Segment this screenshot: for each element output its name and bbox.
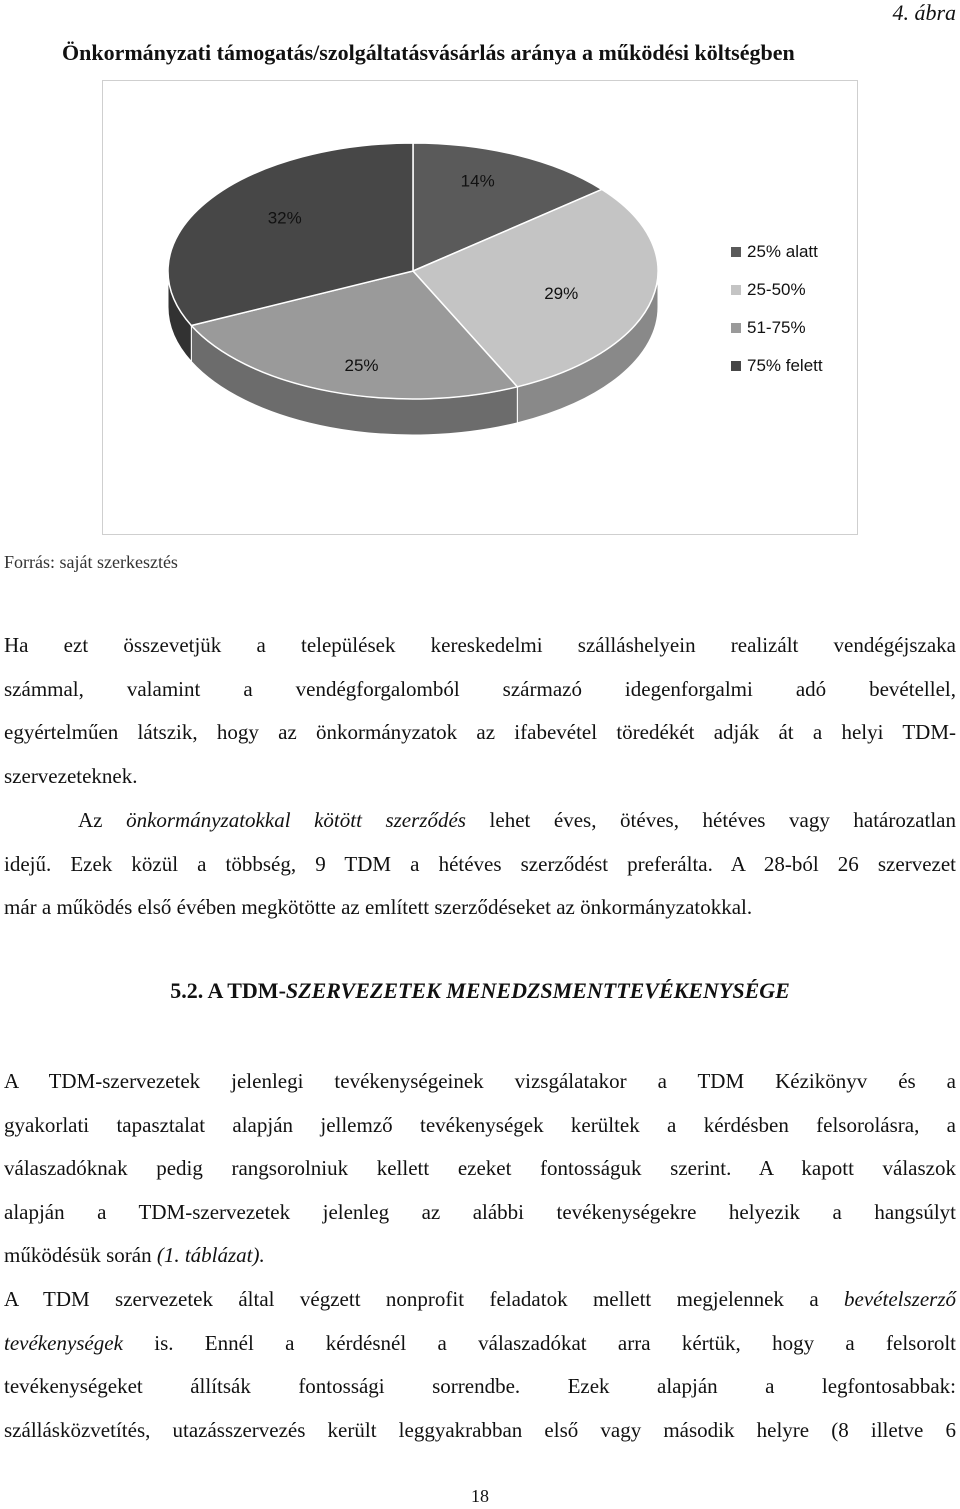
figure-source: Forrás: saját szerkesztés <box>4 552 178 572</box>
text-run: működésük során <box>4 1243 152 1267</box>
pie-chart <box>102 80 858 535</box>
text-line: már a működés első évében megkötötte az említett szerződéseket az önkormányzatokkal. <box>4 895 753 919</box>
text-line: Ha ezt összevetjük a települések kereskedelmi szálláshelyein realizált vendégéjszaka <box>4 633 956 657</box>
text-run-italic: (1. táblázat). <box>156 1243 265 1267</box>
page-number: 18 <box>471 1486 489 1506</box>
text-line <box>4 1234 956 1278</box>
text-line <box>4 799 956 843</box>
legend-label: 75% felett <box>747 356 823 375</box>
heading-title: SZERVEZETEK MENEDZSMENTTEVÉKENYSÉGE <box>285 978 790 1003</box>
section-heading <box>0 978 960 1004</box>
paragraph-4 <box>4 1278 956 1452</box>
legend-item <box>731 271 823 309</box>
text-run: A TDM szervezetek által végzett nonprofit feladatok mellett megjelennek a <box>4 1287 819 1311</box>
pie-data-label: 14% <box>460 171 495 191</box>
figure-title: Önkormányzati támogatás/szolgáltatásvásárlás aránya a működési költségben <box>62 40 795 65</box>
legend-item <box>731 347 823 385</box>
paragraph-2 <box>4 799 956 930</box>
legend-label: 51-75% <box>747 318 806 337</box>
legend-item <box>731 309 823 347</box>
pie-data-label: 32% <box>267 208 302 228</box>
text-line: számmal, valamint a vendégforgalomból származó idegenforgalmi adó bevétellel, <box>4 676 956 701</box>
legend-label: 25-50% <box>747 280 806 299</box>
heading-number: 5.2. A TDM- <box>170 978 286 1003</box>
legend-swatch <box>731 285 741 295</box>
paragraph-3 <box>4 1060 956 1278</box>
pie-data-label: 25% <box>344 355 379 375</box>
text-line: válaszadóknak pedig rangsorolniuk kellett ezeket fontosságuk szerint. A kapott válaszok <box>4 1156 956 1180</box>
text-run-italic: önkormányzatokkal kötött szerződés <box>126 808 466 832</box>
text-line <box>4 1278 956 1322</box>
text-run: is. Ennél a kérdésnél a válaszadókat arra kértük, hogy a felsorolt <box>154 1330 957 1355</box>
text-line: gyakorlati tapasztalat alapján jellemző tevékenységek kerültek a kérdésben felsorolásra, a <box>4 1112 956 1137</box>
pie-data-label: 29% <box>544 283 579 303</box>
legend-swatch <box>731 323 741 333</box>
text-line: idejű. Ezek közül a többség, 9 TDM a hétéves szerződést preferálta. A 28-ból 26 szervezet <box>4 851 956 876</box>
legend-label: 25% alatt <box>747 242 818 261</box>
text-run-italic: tevékenységek <box>4 1330 123 1355</box>
text-line: tevékenységeket állítsák fontossági sorrendbe. Ezek alapján a legfontosabbak: <box>4 1374 956 1398</box>
text-run-italic: bevételszerző <box>844 1287 956 1311</box>
text-run: Az <box>78 808 103 832</box>
text-line: egyértelműen látszik, hogy az önkormányzatok az ifabevétel töredékét adják át a helyi TDM- <box>4 720 956 744</box>
text-line <box>4 1322 956 1366</box>
text-line: A TDM-szervezetek jelenlegi tevékenységeinek vizsgálatakor a TDM Kézikönyv és a <box>4 1069 956 1093</box>
legend-swatch <box>731 361 741 371</box>
legend-swatch <box>731 247 741 257</box>
chart-legend <box>731 233 823 385</box>
text-line: szállásközvetítés, utazásszervezés került leggyakrabban első vagy második helyre (8 illetve 6 <box>4 1417 956 1442</box>
text-line: alapján a TDM-szervezetek jelenleg az alábbi tevékenységekre helyezik a hangsúlyt <box>4 1199 956 1224</box>
text-run: lehet éves, ötéves, hétéves vagy határozatlan <box>489 808 957 832</box>
text-line: szervezeteknek. <box>4 763 138 788</box>
paragraph-1 <box>4 624 956 798</box>
figure-number: 4. ábra <box>892 0 956 25</box>
legend-item <box>731 233 823 271</box>
